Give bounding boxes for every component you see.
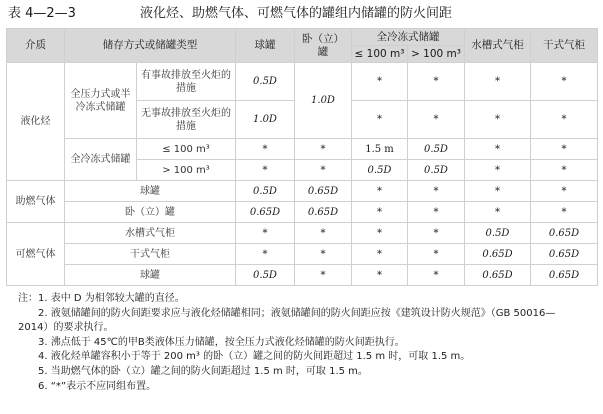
table-cell: 0.5D — [465, 223, 531, 244]
table-cell: * — [295, 160, 352, 181]
table-cell: * — [408, 181, 465, 202]
table-cell: * — [408, 265, 465, 286]
table-cell: * — [531, 181, 598, 202]
note-3: 3. 沸点低于 45℃的甲B类液体压力储罐，按全压力式液化烃储罐的防火间距执行。 — [38, 336, 405, 348]
table-cell: * — [295, 223, 352, 244]
header-medium: 介质 — [7, 29, 65, 63]
table-row — [7, 244, 598, 265]
row-label-ox-vertical: 卧（立）罐 — [65, 202, 236, 223]
table-cell: * — [531, 202, 598, 223]
table-cell: * — [352, 244, 408, 265]
table-title — [8, 4, 452, 24]
header-row — [7, 29, 598, 46]
table-cell: * — [236, 160, 295, 181]
table-cell: 0.65D — [295, 202, 352, 223]
table-cell: * — [236, 244, 295, 265]
table-cell: 0.5D — [236, 181, 295, 202]
header-full-refrig: 全冷冻式储罐 — [352, 29, 465, 46]
header-gt100: > 100 m³ — [408, 46, 465, 63]
table-row — [7, 223, 598, 244]
table-cell: * — [236, 139, 295, 160]
table-cell: 1.5 m — [352, 139, 408, 160]
table-number: 表 4—2—3 — [8, 6, 76, 21]
row-label-full-refrig: 全冷冻式储罐 — [65, 139, 137, 181]
header-storage-type: 储存方式或储罐类型 — [65, 29, 236, 63]
table-cell: * — [465, 181, 531, 202]
header-spherical: 球罐 — [236, 29, 295, 63]
header-dry: 干式气柜 — [531, 29, 598, 63]
table-cell: * — [465, 101, 531, 139]
table-cell: * — [352, 101, 408, 139]
note-2: 2. 液氨储罐间的防火间距要求应与液化烃储罐相同；液氨储罐间的防火间距应按《建筑设计防火规范》（GB 50016— — [38, 307, 556, 319]
table-cell: * — [408, 63, 465, 101]
table-notes — [18, 292, 593, 394]
table-cell: 0.5D — [408, 160, 465, 181]
table-cell: * — [465, 139, 531, 160]
table-cell: 1.0D — [295, 63, 352, 139]
row-label-liquefied: 液化烃 — [7, 63, 65, 181]
table-row — [7, 265, 598, 286]
table-cell: * — [352, 265, 408, 286]
table-cell: 0.65D — [465, 244, 531, 265]
table-cell: * — [408, 202, 465, 223]
table-cell: * — [236, 223, 295, 244]
header-le100: ≤ 100 m³ — [352, 46, 408, 63]
table-cell: * — [295, 244, 352, 265]
row-label-with-discharge: 有事故排放至火炬的措施 — [137, 63, 236, 101]
row-label-ox-spherical: 球罐 — [65, 181, 236, 202]
table-row — [7, 181, 598, 202]
row-label-oxidizing: 助燃气体 — [7, 181, 65, 223]
table-cell: 0.5D — [236, 265, 295, 286]
table-cell: * — [465, 63, 531, 101]
header-vertical: 卧（立）罐 — [295, 29, 352, 63]
row-label-flammable: 可燃气体 — [7, 223, 65, 286]
table-row — [7, 202, 598, 223]
row-label-fl-dry: 干式气柜 — [65, 244, 236, 265]
table-cell: * — [531, 139, 598, 160]
row-label-no-discharge: 无事故排放至火炬的措施 — [137, 101, 236, 139]
table-row — [7, 63, 598, 101]
table-cell: 0.5D — [408, 139, 465, 160]
table-row — [7, 139, 598, 160]
table-cell: 0.5D — [352, 160, 408, 181]
note-4: 4. 液化烃单罐容积小于等于 200 m³ 的卧（立）罐之间的防火间距超过 1.5 m 时，可取 1.5 m。 — [38, 351, 471, 363]
table-cell: 0.65D — [531, 265, 598, 286]
table-cell: * — [531, 101, 598, 139]
note-6: 6. “*”表示不应同组布置。 — [38, 380, 157, 392]
table-cell: * — [352, 202, 408, 223]
table-cell: * — [295, 139, 352, 160]
note-2-cont: 2014）的要求执行。 — [18, 322, 114, 334]
table-cell: * — [295, 265, 352, 286]
table-cell: * — [352, 223, 408, 244]
row-label-gt100: > 100 m³ — [137, 160, 236, 181]
table-cell: 1.0D — [236, 101, 295, 139]
spacing-table — [6, 28, 598, 286]
table-cell: * — [408, 101, 465, 139]
note-1: 注：1. 表中 D 为相邻较大罐的直径。 — [18, 293, 185, 304]
header-water-seal: 水槽式气柜 — [465, 29, 531, 63]
table-cell: * — [408, 223, 465, 244]
table-cell: * — [465, 160, 531, 181]
table-cell: * — [531, 160, 598, 181]
table-cell: 0.65D — [531, 244, 598, 265]
table-cell: 0.5D — [236, 63, 295, 101]
row-label-fl-water: 水槽式气柜 — [65, 223, 236, 244]
table-cell: * — [408, 244, 465, 265]
table-cell: 0.65D — [236, 202, 295, 223]
table-cell: * — [531, 63, 598, 101]
table-cell: * — [352, 181, 408, 202]
table-caption: 液化烃、助燃气体、可燃气体的罐组内储罐的防火间距 — [140, 6, 453, 21]
table-cell: 0.65D — [295, 181, 352, 202]
table-cell: 0.65D — [531, 223, 598, 244]
row-label-full-pressure: 全压力式或半冷冻式储罐 — [65, 63, 137, 139]
table-cell: * — [352, 63, 408, 101]
table-cell: * — [465, 202, 531, 223]
table-cell: 0.65D — [465, 265, 531, 286]
row-label-le100: ≤ 100 m³ — [137, 139, 236, 160]
row-label-fl-spherical: 球罐 — [65, 265, 236, 286]
note-5: 5. 当助燃气体的卧（立）罐之间的防火间距超过 1.5 m 时，可取 1.5 m。 — [38, 365, 368, 377]
